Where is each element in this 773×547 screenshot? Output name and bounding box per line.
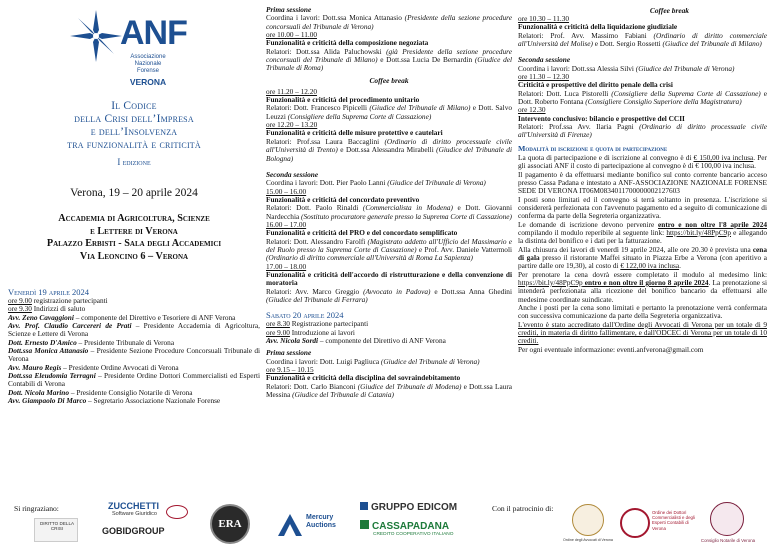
anf-logo xyxy=(8,6,260,96)
column-left xyxy=(8,6,260,405)
sponsor-mercury: Mercury Auctions xyxy=(306,514,336,529)
mercury-logo-icon xyxy=(276,510,304,538)
sponsor-edicom: GRUPPO EDICOM xyxy=(360,502,457,513)
event-edition: I edizione xyxy=(117,157,151,167)
day1-session1-part2: ore 11.20 – 12.20 Funzionalità e criticità del procedimento unitario Relatori: Dott. Francesco Pipicelli (Giudice del Tribunale di Milano) e Dott. Salvo Leuzzi (Consigliere della Suprema Corte di Cassazione) ore 12.20 – 13.20 Funzionalità e criticità delle misure protettive e cautelari Relatori: Prof.ssa Laura Baccaglini (Ordinario di diritto processuale civile all'Università di Trento) e Dott.ssa Alessandra Mirabelli (Giudice del Tribunale di Bologna) xyxy=(266,86,512,163)
sponsor-gobid: GOBIDGROUP xyxy=(102,526,165,536)
event-date: Verona, 19 – 20 aprile 2024 xyxy=(70,187,198,199)
day2-session2: Seconda sessione Coordina i lavori: Dott.ssa Alessia Silvi (Giudice del Tribunale di Verona) ore 11.30 – 12.30 Criticità e prospettive del diritto penale della crisi Relatori: Dott. Luca Pistorelli (Consigliere della Suprema Corte di Cassazione) e Dott. Roberto Fontana (Consigliere Consiglio Superiore della Magistratura) ore 12.30 Intervento conclusivo: bilancio e prospettive del CCII Relatori: Prof.ssa Avv. Ilaria Pagni (Ordinario di diritto processuale civile all'Università di Firenze) xyxy=(518,55,767,140)
coffee-break: Coffee break xyxy=(649,6,689,15)
event-title: Il Codice della Crisi dell’Impresa e dell’Insolvenza tra funzionalità e criticità xyxy=(67,100,201,151)
day2-session1: ore 8.30 Registrazione partecipanti ore 9.00 Introduzione ai lavori Avv. Nicola Sordi – componente del Direttivo di ANF Verona Prima sessione Coordina i lavori: Dott. Luigi Pagliuca (Giudice del Tribunale di Verona) ore 9.15 – 10.15 Funzionalità e criticità della disciplina del sovraindebitamento Relatori: Dott. Carlo Bianconi (Giudice del Tribunale di Modena) e Dott.ssa Laura Messina (Giudice del Tribunale di Catania) xyxy=(266,319,512,400)
info-email[interactable]: Per ogni eventuale informazione: eventi.anfverona@gmail.com xyxy=(518,344,704,354)
greetings-list: Avv. Zeno Cavaggioni – componente del Direttivo e Tesoriere di ANF Verona Avv. Prof. Claudio Carcereri de Prati – Presidente Accademia di Agricoltura, Scienze e Lettere di Verona Dott. Ernesto D'Amico – Presidente Tribunale di Verona Dott.ssa Monica Attanasio – Presidente Sezione Procedure Concorsuali Tribunale di Verona Avv. Mauro Regis – Presidente Ordine Avvocati di Verona Dott.ssa Eleudomia Terragni – Presidente Ordine Dottori Commercialisti ed Esperti Contabili di Verona Dott. Nicola Marino – Presidente Consiglio Notarile di Verona Avv. Giampaolo Di Marco – Segretario Associazione Nazionale Forense xyxy=(8,312,261,406)
column-right xyxy=(518,6,767,354)
sponsor-zucchetti: ZUCCHETTI xyxy=(108,501,159,511)
patron-ordine-avvocati: Ordine degli Avvocati di Verona xyxy=(563,538,613,542)
registration-link[interactable]: https://bit.ly/48PpC9p xyxy=(666,227,731,237)
logo-city: VERONA xyxy=(129,77,167,87)
sponsor-crisi-logo: DIRITTO DELLA CRISI xyxy=(34,518,78,542)
sponsor-small-logo xyxy=(166,505,188,519)
column-middle xyxy=(266,6,512,399)
day1-heading: Venerdì 19 aprile 2024 xyxy=(8,287,90,297)
logo-subtitle: Associazione Nazionale Forense xyxy=(130,54,166,74)
day1-session1: Prima sessione Coordina i lavori: Dott.ssa Monica Attanasio (Presidente della sezione procedure concorsuali del Tribunale di Verona) ore 10.00 – 11.00 Funzionalità e criticità della composizione negoziata Relatori: Dott.ssa Alida Paluchowski (già Presidente della sezione procedure concorsuali del Tribunale di Milano) e Dott.ssa Lucia De Bernardin (Giudice del Tribunale di Roma) xyxy=(266,5,512,73)
star-icon xyxy=(70,10,122,62)
coffee-break: Coffee break xyxy=(369,75,409,85)
sponsor-bcc-sub: CREDITO COOPERATIVO ITALIANO xyxy=(373,532,454,537)
patron-odcec-logo xyxy=(620,508,650,538)
patronage-label: Con il patrocinio di: xyxy=(492,504,554,513)
patron-odcec: Ordine dei Dottori Commercialisti e degli Esperti Contabili di Verona xyxy=(652,510,695,531)
patron-notarile-logo xyxy=(710,502,744,536)
day1-session2: Seconda sessione Coordina i lavori: Dott. Pier Paolo Lanni (Giudice del Tribunale di Verona) 15.00 – 16.00 Funzionalità e criticità del concordato preventivo Relatori: Dott. Paolo Rinaldi (Commercialista in Modena) e Dott. Giovanni Nardecchia (Sostituto procuratore generale presso la Suprema Corte di Cassazione) 16.00 – 17.00 Funzionalità e criticità del PRO e del concordato semplificato Relatori: Dott. Alessandro Farolfi (Magistrato addetto all'Ufficio del Massimario e del Ruolo presso la Suprema Corte di Cassazione) e Prof. Avv. Daniele Vattermoli (Ordinario di diritto commerciale all'Università di Roma La Sapienza) 17.00 – 18.00 Funzionalità e criticità dell'accordo di ristrutturazione e della convenzione di moratoria Relatori: Avv. Marco Greggio (Avvocato in Padova) e Dott.ssa Anna Ghedini (Giudice del Tribunale di Ferrara) xyxy=(266,169,512,304)
registration-details: La quota di partecipazione e di iscrizione al convegno è di € 150,00 iva inclusa. Per gli associati ANF il costo di partecipazione al convegno è di € 100,00 iva inclusa. Il pagamento è da effettuarsi mediante bonifico sul conto corrente bancario acceso presso Cassa Padana e intestato a ANF-ASSOCIAZIONE NAZIONALE FORENSE SEDE DI VERONA IT06M0834011700000002127603 I posti sono limitati ed il convegno si terrà soltanto in presenza. L'iscrizione si considererà perfezionata con l'avvenuto pagamento ed a seguito di comunicazione di conferma da parte della Segreteria organizzativa. Le domande di iscrizione devono pervenire entro e non oltre l'8 aprile 2024 compilando il modulo reperibile al seguente link: https://bit.ly/48PpC9p e allegando la distinta del bonifico e i dati per la fatturazione. Alla chiusura dei lavori di venerdì 19 aprile 2024, alle ore 20.30 è prevista una cena di gala presso il ristorante Maffei situato in Piazza Erbe a Verona (con aperitivo a partire dalle ore 19,30), al costo di € 122,00 iva inclusa. Per prenotare la cena dovrà essere completato il modulo al medesimo link: https://bit.ly/48PpC9p entro e non oltre il giorno 8 aprile 2024. La prenotazione si intenderà perfezionata alla ricezione del bonifico bancario da effettuarsi alle medesime coordinate suindicate. Anche i posti per la cena sono limitati e pertanto la prenotazione verrà confermata con successiva comunicazione da parte della Segreteria organizzativa. L'evento è stato accreditato dall'Ordine degli Avvocati di Verona per un totale di 9 crediti, in materia di diritto fallimentare, e dall'ODCEC di Verona per un totale di 10 crediti. Per ogni eventuale informazione: eventi.anfverona@gmail.com xyxy=(518,152,767,354)
dinner-link[interactable]: https://bit.ly/48PpC9p xyxy=(518,277,583,287)
patron-ordine-avvocati-logo xyxy=(572,504,604,536)
day2-heading: Sabato 20 aprile 2024 xyxy=(266,310,344,321)
patron-notarile: Consiglio Notarile di Verona xyxy=(700,538,756,543)
sponsor-era-logo: ERA xyxy=(210,504,250,544)
footer-logos xyxy=(0,500,773,547)
event-venue: Accademia di Agricoltura, Scienze e Lettere di Verona Palazzo Erbisti - Sala degli Accademici Via Leoncino 6 – Verona xyxy=(46,213,222,262)
logo-wordmark: ANF xyxy=(120,14,187,52)
sponsor-cassapadana: CASSAPADANA xyxy=(360,520,449,532)
sponsor-zucchetti-sub: Software Giuridico xyxy=(112,511,157,517)
registration-heading: Modalità di iscrizione e quota di partecipazione xyxy=(518,143,668,153)
sponsor-label: Si ringraziano: xyxy=(14,504,59,513)
day2-session1-part2: ore 10.30 – 11.30 Funzionalità e criticità della liquidazione giudiziale Relatori: Prof. Avv. Massimo Fabiani (Ordinario di diritto commerciale all'Università del Molise) e Dott. Sergio Rossetti (Giudice del Tribunale di Milano) xyxy=(518,14,767,49)
day1-schedule: ore 9.00 registrazione partecipanti ore 9.30 Indirizzi di saluto xyxy=(8,296,108,314)
